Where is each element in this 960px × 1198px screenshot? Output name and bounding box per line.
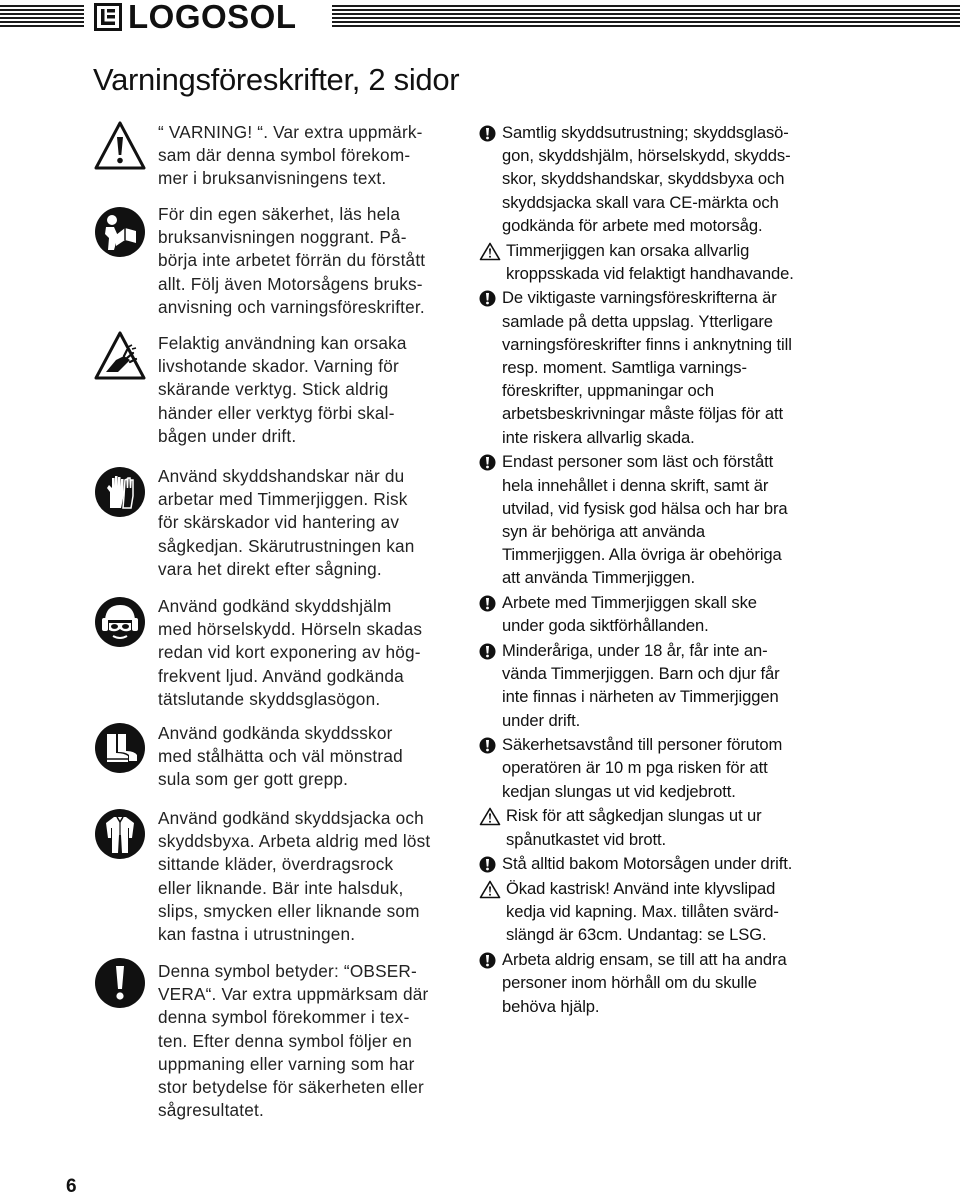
list-item	[479, 877, 949, 947]
read-manual-icon	[94, 206, 146, 258]
header-stripes-right	[332, 5, 960, 29]
exclamation-bullet-icon	[479, 856, 496, 873]
list-item	[479, 121, 949, 237]
left-text-boots: Använd godkända skyddsskor med stålhätta och väl mönstrad sula som ger gott grepp.	[158, 723, 403, 790]
list-item-text: Ökad kastrisk! Använd inte klyvslipad kedja vid kapning. Max. tillåten svärd- slängd är 63cm. Undantag: se LSG.	[506, 879, 779, 945]
list-item-text: Arbeta aldrig ensam, se till att ha andra personer inom hörhåll om du skulle behöva hjälp.	[502, 950, 787, 1016]
header-stripes-left	[0, 5, 84, 29]
list-item-text: Risk för att sågkedjan slungas ut ur spånutkastet vid brott.	[506, 806, 762, 849]
logosol-logo-icon	[94, 3, 122, 31]
list-item	[479, 733, 949, 803]
warning-bullet-icon	[479, 880, 501, 899]
list-item	[479, 639, 949, 732]
page-header	[0, 0, 960, 36]
gloves-icon	[94, 466, 146, 518]
left-text-observera: Denna symbol betyder: “OBSER- VERA“. Var extra uppmärksam där denna symbol förekommer i tex- ten. Efter denna symbol följer en uppmaning eller varning som har stor betydelse för säkerheten eller sågresultatet.	[158, 961, 429, 1121]
list-item	[479, 239, 949, 285]
left-text-helmet: Använd godkänd skyddshjälm med hörselskydd. Hörseln skadas redan vid kort exponering av hög- frekvent ljud. Använd godkända tätslutande skyddsglasögon.	[158, 596, 423, 709]
warning-triangle-icon	[94, 120, 146, 172]
helmet-earmuffs-goggles-icon	[94, 596, 146, 648]
left-text-varning: “ VARNING! “. Var extra uppmärk- sam där denna symbol förekom- mer i bruksanvisningens text.	[158, 122, 423, 189]
list-item-text: Timmerjiggen kan orsaka allvarlig kroppsskada vid felaktigt handhavande.	[506, 240, 794, 283]
list-item-text: Endast personer som läst och förstått hela innehållet i denna skrift, samt är utvilad, vid fysisk god hälsa och har bra syn är behöriga att använda Timmerjiggen. Alla övriga är obehöriga att använda Timmerjiggen.	[502, 452, 788, 588]
left-text-gloves: Använd skyddshandskar när du arbetar med Timmerjiggen. Risk för skärskador vid hantering av sågkedjan. Skärutrustningen kan vara het direkt efter sågning.	[158, 466, 415, 579]
page-title: Varningsföreskrifter, 2 sidor	[93, 62, 460, 97]
list-item-text: Arbete med Timmerjiggen skall ske under goda siktförhållanden.	[502, 593, 757, 636]
warning-bullet-icon	[479, 807, 501, 826]
exclamation-bullet-icon	[479, 737, 496, 754]
exclamation-bullet-icon	[479, 952, 496, 969]
list-item	[479, 450, 949, 589]
page-number: 6	[66, 1176, 77, 1197]
list-item	[479, 804, 949, 850]
exclamation-bullet-icon	[479, 454, 496, 471]
left-text-suit: Använd godkänd skyddsjacka och skyddsbyxa. Arbeta aldrig med löst sittande kläder, överdragsrock eller liknande. Bär inte halsduk, slips, smycken eller liknande som kan fastna i utrustningen.	[158, 808, 431, 945]
list-item-text: De viktigaste varningsföreskrifterna är samlade på detta uppslag. Ytterligare varningsföreskrifter finns i anknytning till resp. moment. Samtliga varnings- föreskrifter, uppmaningar och arbetsbeskrivningar måste följas för att inte riskera allvarlig skada.	[502, 288, 792, 447]
left-text-read-manual: För din egen säkerhet, läs hela bruksanvisningen noggrant. På- börja inte arbetet förrän du förstått allt. Följ även Motorsågens bruks- anvisning och varningsföreskrifter.	[158, 204, 426, 317]
list-item-text: Samtlig skyddsutrustning; skyddsglasö- gon, skyddshjälm, hörselskydd, skydds- skor, skyddshandskar, skyddsbyxa och skyddsjacka skall vara CE-märkta och godkända för arbete med motorsåg.	[502, 123, 791, 235]
list-item-text: Minderåriga, under 18 år, får inte an- vända Timmerjiggen. Barn och djur får inte finnas i närheten av Timmerjiggen under drift.	[502, 640, 780, 730]
safety-boots-icon	[94, 722, 146, 774]
left-text-cut-warning: Felaktig användning kan orsaka livshotande skador. Varning för skärande verktyg. Stick aldrig händer eller verktyg förbi skal- bågen under drift.	[158, 333, 407, 446]
exclamation-icon	[94, 957, 146, 1009]
exclamation-bullet-icon	[479, 595, 496, 612]
safety-rules-list	[479, 121, 949, 1019]
exclamation-bullet-icon	[479, 125, 496, 142]
exclamation-bullet-icon	[479, 643, 496, 660]
exclamation-bullet-icon	[479, 290, 496, 307]
list-item	[479, 591, 949, 637]
protective-suit-icon	[94, 808, 146, 860]
list-item	[479, 852, 949, 875]
warning-bullet-icon	[479, 242, 501, 261]
list-item-text: Stå alltid bakom Motorsågen under drift.	[502, 854, 793, 874]
list-item-text: Säkerhetsavstånd till personer förutom operatören är 10 m pga risken för att kedjan slungas ut vid kedjebrott.	[502, 735, 783, 801]
list-item	[479, 948, 949, 1018]
hand-cut-warning-icon	[94, 330, 146, 382]
logo-text: LOGOSOL	[128, 0, 297, 35]
list-item	[479, 286, 949, 448]
